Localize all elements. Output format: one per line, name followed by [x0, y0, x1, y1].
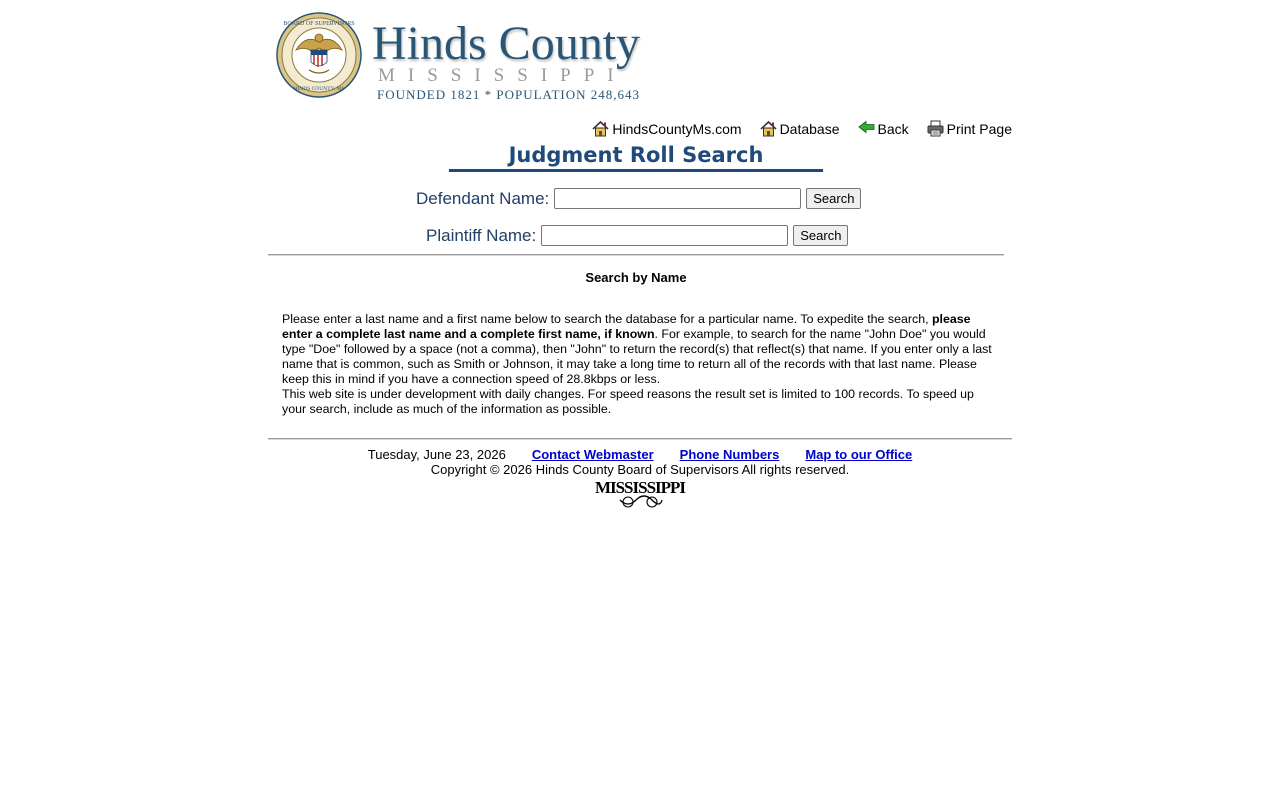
- defendant-search-button[interactable]: Search: [806, 188, 861, 209]
- home-icon: [592, 120, 609, 137]
- nav-link-back[interactable]: [858, 120, 909, 137]
- divider: [268, 254, 1004, 256]
- copyright-text: Copyright © 2026 Hinds County Board of Supervisors All rights reserved.: [430, 462, 850, 477]
- nav-label: Print Page: [946, 121, 1012, 137]
- top-nav: [592, 120, 1012, 137]
- instructions-bold-text: please enter a complete last name and a complete first name, if known: [282, 312, 971, 341]
- nav-label: Back: [877, 121, 909, 137]
- footer-divider: [268, 438, 1012, 440]
- seal-top-text: BOARD OF SUPERVISORS: [283, 21, 355, 27]
- instructions-paragraph: [282, 312, 994, 387]
- instructions-text-part: Please enter a last name and a first name below to search the database for a particular name. To expedite the search,: [282, 312, 932, 326]
- ms-logo-text: MISSISSIPPI: [594, 478, 686, 497]
- contact-webmaster-link[interactable]: Contact Webmaster: [531, 447, 654, 462]
- seal-bottom-text: HINDS COUNTY, MS: [293, 86, 345, 92]
- hinds-county-logo[interactable]: [276, 12, 666, 104]
- footer-date: Tuesday, June 23, 2026: [367, 447, 506, 462]
- nav-link-hindscountyms[interactable]: [592, 120, 741, 137]
- plaintiff-name-input[interactable]: [541, 225, 788, 246]
- home-icon: [760, 120, 777, 137]
- nav-link-database[interactable]: [760, 120, 840, 137]
- plaintiff-name-label: Plaintiff Name:: [426, 225, 537, 245]
- mississippi-logo-icon: [590, 478, 690, 510]
- plaintiff-search-button[interactable]: Search: [793, 225, 848, 246]
- title-underline: [449, 169, 823, 172]
- plaintiff-search-form: [426, 225, 848, 246]
- instructions-text: [282, 312, 994, 417]
- county-seal-icon: [276, 12, 362, 98]
- back-arrow-icon: [858, 120, 875, 137]
- county-name: Hinds County: [372, 17, 641, 70]
- page-title-banner: [449, 142, 823, 172]
- printer-icon: [927, 120, 944, 137]
- nav-link-print[interactable]: [927, 120, 1012, 137]
- section-heading: Search by Name: [585, 270, 687, 285]
- nav-label: HindsCountyMs.com: [612, 121, 742, 137]
- state-name: MISSISSIPPI: [378, 65, 627, 86]
- founded-line: FOUNDED 1821 * POPULATION 248,643: [377, 87, 641, 102]
- page-title: Judgment Roll Search: [508, 143, 764, 167]
- development-note: This web site is under development with daily changes. For speed reasons the result set is limited to 100 records. To speed up your search, include as much of the information as possible.: [282, 387, 974, 416]
- footer-row: [268, 447, 1012, 462]
- defendant-search-form: [416, 188, 861, 209]
- instructions-text-part: . For example, to search for the name "John Doe" you would type "Doe" followed by a space (not a comma), then "John" to return the record(s) that reflect(s) that name. If you enter only a last name that is common, such as Smith or Johnson, it may take a long time to return all of the records with that last name. Please keep this in mind if you have a connection speed of 28.8kbps or less.: [282, 327, 992, 386]
- defendant-name-label: Defendant Name:: [416, 188, 550, 208]
- phone-numbers-link[interactable]: Phone Numbers: [679, 447, 780, 462]
- nav-label: Database: [779, 121, 840, 137]
- defendant-name-input[interactable]: [554, 188, 801, 209]
- map-to-office-link[interactable]: Map to our Office: [805, 447, 913, 462]
